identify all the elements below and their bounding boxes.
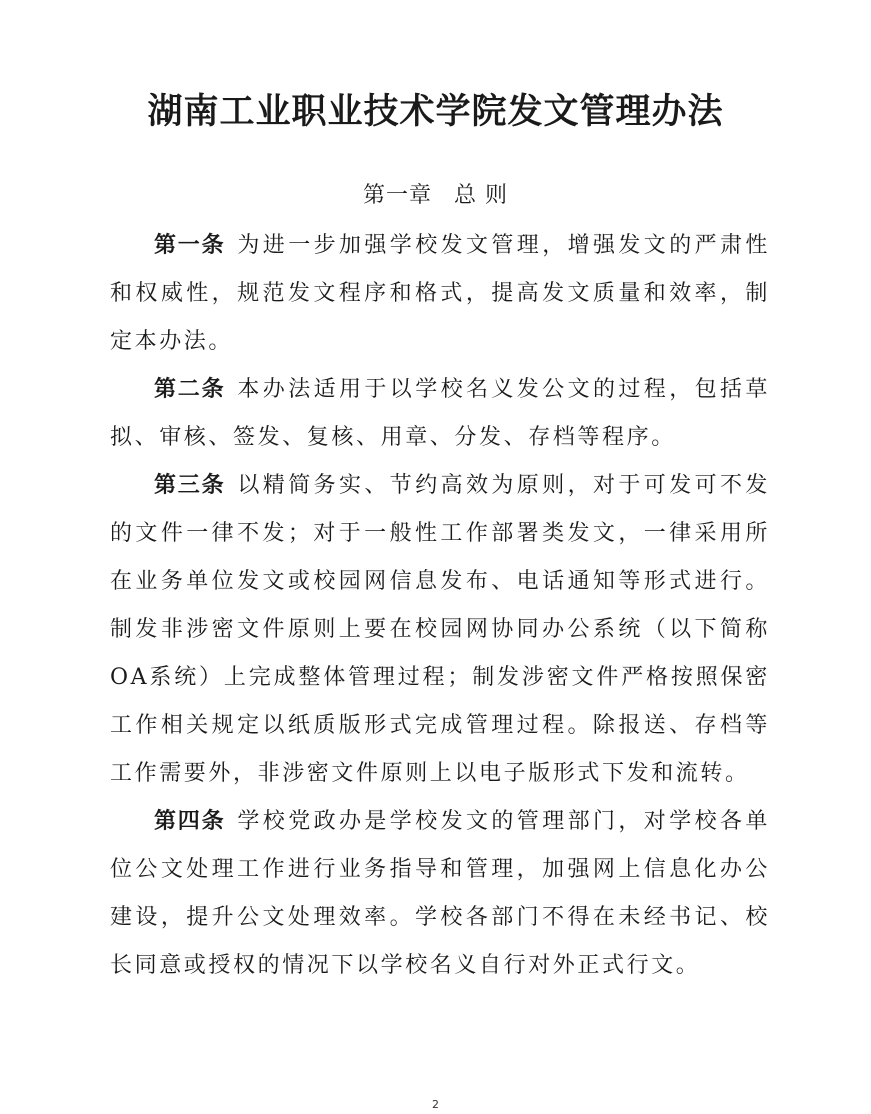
article-text: 学校党政办是学校发文的管理部门，对学校各单位公文处理工作进行业务指导和管理，加强网上信息化办公建设，提升公文处理效率。学校各部门不得在未经书记、校长同意或授权的情况下以学校名义自行对外正式行文。 [110, 809, 770, 978]
article-paragraph [110, 798, 770, 990]
page-number: 2 [432, 1098, 439, 1111]
article-label: 第四条 [154, 809, 226, 834]
chapter-heading [0, 178, 871, 209]
document-body [110, 222, 770, 990]
article-text: 本办法适用于以学校名义发公文的过程，包括草拟、审核、签发、复核、用章、分发、存档等程序。 [110, 377, 770, 450]
article-paragraph [110, 366, 770, 462]
article-text: 为进一步加强学校发文管理，增强发文的严肃性和权威性，规范发文程序和格式，提高发文质量和效率，制定本办法。 [110, 233, 770, 354]
document-title: 湖南工业职业技术学院发文管理办法 [147, 91, 724, 132]
chapter-name: 总 则 [454, 183, 508, 208]
article-text: 以精简务实、节约高效为原则，对于可发可不发的文件一律不发；对于一般性工作部署类发文，一律采用所在业务单位发文或校园网信息发布、电话通知等形式进行。制发非涉密文件原则上要在校园网协同办公系统（以下简称OA系统）上完成整体管理过程；制发涉密文件严格按照保密工作相关规定以纸质版形式完成管理过程。除报送、存档等工作需要外，非涉密文件原则上以电子版形式下发和流转。 [110, 473, 770, 786]
article-label: 第二条 [154, 377, 226, 402]
article-label: 第三条 [154, 473, 226, 498]
article-paragraph [110, 222, 770, 366]
article-paragraph [110, 462, 770, 798]
article-label: 第一条 [154, 233, 226, 258]
chapter-number: 第一章 [362, 183, 432, 208]
